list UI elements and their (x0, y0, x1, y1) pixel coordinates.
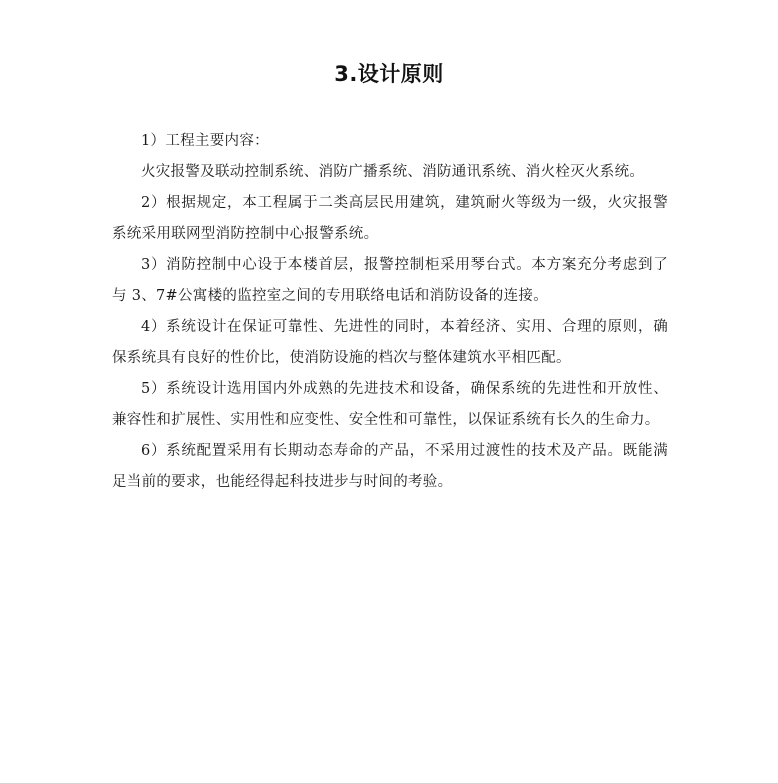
paragraph-technology: 5）系统设计选用国内外成熟的先进技术和设备，确保系统的先进性和开放性、兼容性和扩展性、实用性和应变性、安全性和可靠性，以保证系统有长久的生命力。 (112, 381, 668, 428)
paragraph-regulation: 2）根据规定，本工程属于二类高层民用建筑，建筑耐火等级为一级，火灾报警系统采用联网型消防控制中心报警系统。 (112, 195, 668, 242)
paragraph-control-center: 3）消防控制中心设于本楼首层，报警控制柜采用琴台式。本方案充分考虑到了与 3、7#公寓楼的监控室之间的专用联络电话和消防设备的连接。 (112, 257, 668, 304)
paragraph-scope-heading: 1）工程主要内容： (141, 133, 269, 149)
section-title: 3.设计原则 (334, 62, 444, 86)
paragraph-product-lifecycle: 6）系统配置采用有长期动态寿命的产品，不采用过渡性的技术及产品。既能满足当前的要求，也能经得起科技进步与时间的考验。 (112, 443, 668, 490)
section-body (112, 126, 668, 498)
paragraph-reliability: 4）系统设计在保证可靠性、先进性的同时，本着经济、实用、合理的原则，确保系统具有良好的性价比，使消防设施的档次与整体建筑水平相匹配。 (112, 319, 668, 366)
paragraph-scope-systems: 火灾报警及联动控制系统、消防广播系统、消防通讯系统、消火栓灭火系统。 (141, 164, 645, 180)
